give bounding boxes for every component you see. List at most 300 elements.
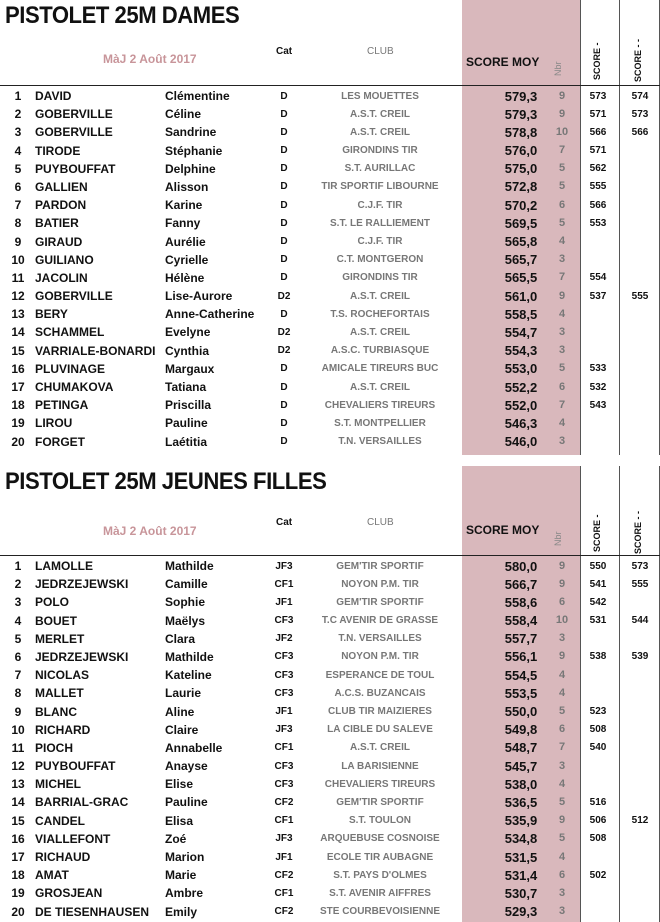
rank-cell: 2 <box>14 577 22 592</box>
category-cell: D <box>280 399 288 411</box>
score2-cell: 555 <box>631 290 649 302</box>
club-cell: A.S.T. CREIL <box>349 326 410 338</box>
club-cell: GIRONDINS TIR <box>342 272 418 284</box>
rank-cell: 4 <box>14 143 22 158</box>
score1-cell: 508 <box>589 833 607 845</box>
club-cell: C.T. MONTGERON <box>336 254 424 266</box>
rank-cell: 13 <box>11 777 25 792</box>
table-row <box>0 630 660 648</box>
score-moy-cell: 566,7 <box>504 576 538 592</box>
club-cell: ARQUEBUSE COSNOISE <box>320 833 440 845</box>
last-name-cell: MERLET <box>35 631 85 646</box>
score-moy-header: SCORE MOY <box>466 523 540 537</box>
rank-cell: 3 <box>14 125 22 140</box>
cat-header: Cat <box>276 517 293 528</box>
club-cell: T.S. ROCHEFORTAIS <box>330 308 430 320</box>
score1-cell: 550 <box>589 560 607 572</box>
category-cell: CF1 <box>274 815 294 827</box>
first-name-cell: Sandrine <box>165 125 217 140</box>
score1-cell: 571 <box>589 145 607 157</box>
score1-cell: 541 <box>589 578 607 590</box>
rank-cell: 7 <box>14 668 22 683</box>
score1-cell: 537 <box>589 290 607 302</box>
first-name-cell: Lise-Aurore <box>165 289 233 304</box>
category-cell: D2 <box>277 326 291 338</box>
table-row <box>0 612 660 630</box>
score-moy-cell: 535,9 <box>504 813 538 829</box>
nbr-cell: 4 <box>558 307 566 320</box>
score1-cell: 553 <box>589 217 607 229</box>
club-cell: GIRONDINS TIR <box>342 145 418 157</box>
nbr-cell: 6 <box>558 595 566 608</box>
first-name-cell: Clémentine <box>165 89 230 103</box>
nbr-cell: 3 <box>558 759 566 772</box>
score-moy-cell: 558,4 <box>504 613 538 629</box>
nbr-cell: 7 <box>558 398 566 411</box>
score1-cell: 555 <box>589 181 607 193</box>
last-name-cell: DAVID <box>35 89 72 103</box>
rank-cell: 20 <box>11 434 25 449</box>
last-name-cell: JEDRZEJEWSKI <box>35 577 129 592</box>
club-cell: S.T. AVENIR AIFFRES <box>329 887 431 899</box>
first-name-cell: Pauline <box>165 795 208 810</box>
table-row <box>0 593 660 611</box>
category-cell: D <box>280 145 288 157</box>
first-name-cell: Pauline <box>165 416 208 431</box>
club-cell: S.T. AURILLAC <box>344 163 416 175</box>
club-cell: NOYON P.M. TIR <box>341 578 419 590</box>
rank-cell: 8 <box>14 216 22 231</box>
first-name-cell: Cynthia <box>165 343 210 358</box>
first-name-cell: Elisa <box>165 813 194 828</box>
nbr-cell: 3 <box>558 253 566 266</box>
club-cell: GEM'TIR SPORTIF <box>336 596 424 608</box>
club-cell: GEM'TIR SPORTIF <box>336 796 424 808</box>
club-cell: ESPERANCE DE TOUL <box>325 669 435 681</box>
club-cell: A.S.T. CREIL <box>349 742 410 754</box>
nbr-cell: 3 <box>558 435 566 448</box>
table-row <box>0 342 660 360</box>
score-moy-cell: 576,0 <box>504 143 538 159</box>
category-cell: CF3 <box>274 687 294 699</box>
score1-cell: 531 <box>589 615 607 627</box>
last-name-cell: BARRIAL-GRAC <box>35 795 129 810</box>
table-row <box>0 123 660 141</box>
first-name-cell: Aline <box>165 704 195 719</box>
score-moy-cell: 558,6 <box>504 594 538 610</box>
score-moy-cell: 548,7 <box>504 740 538 756</box>
last-name-cell: POLO <box>35 595 70 610</box>
score-moy-cell: 531,4 <box>504 867 538 883</box>
category-cell: D <box>280 181 288 193</box>
category-cell: D <box>280 436 288 448</box>
score-moy-cell: 529,3 <box>504 904 538 920</box>
score-moy-cell: 550,0 <box>504 704 538 719</box>
rank-cell: 11 <box>11 270 25 285</box>
score1-cell: 508 <box>589 724 607 736</box>
nbr-cell: 6 <box>558 868 566 881</box>
score-moy-cell: 570,2 <box>504 197 538 213</box>
score2-cell: 539 <box>631 651 649 663</box>
nbr-cell: 3 <box>558 632 566 645</box>
score-moy-cell: 534,8 <box>504 831 538 847</box>
nbr-cell: 5 <box>558 180 566 193</box>
results-table <box>0 557 660 921</box>
club-cell: AMICALE TIREURS BUC <box>321 363 439 375</box>
nbr-cell: 9 <box>558 577 566 590</box>
table-row <box>0 360 660 378</box>
section-jeunes-filles <box>0 466 660 922</box>
score2-header: SCORE - - <box>633 510 643 554</box>
last-name-cell: GOBERVILLE <box>35 289 113 304</box>
score-moy-cell: 565,8 <box>504 234 538 249</box>
category-cell: JF1 <box>275 706 293 717</box>
header-separator <box>0 555 660 556</box>
category-cell: D <box>280 163 288 175</box>
score-moy-cell: 554,3 <box>504 343 538 359</box>
score1-cell: 543 <box>589 399 607 411</box>
first-name-cell: Evelyne <box>165 325 211 340</box>
nbr-cell: 5 <box>558 705 566 717</box>
score2-cell: 544 <box>631 615 649 627</box>
table-row <box>0 105 660 123</box>
nbr-cell: 4 <box>558 777 566 790</box>
first-name-cell: Claire <box>165 722 199 737</box>
score-moy-cell: 558,5 <box>504 306 538 322</box>
last-name-cell: LAMOLLE <box>35 559 93 573</box>
category-cell: CF2 <box>274 796 294 808</box>
score-moy-cell: 579,3 <box>504 106 538 122</box>
last-name-cell: PARDON <box>35 198 87 213</box>
first-name-cell: Mathilde <box>165 559 214 573</box>
category-cell: CF2 <box>274 869 294 881</box>
club-cell: LES MOUETTES <box>341 90 419 102</box>
table-row <box>0 269 660 287</box>
rank-cell: 9 <box>14 234 22 249</box>
last-name-cell: GOBERVILLE <box>35 125 113 140</box>
rank-cell: 16 <box>11 361 25 376</box>
score-moy-cell: 565,7 <box>504 252 538 268</box>
table-row <box>0 196 660 214</box>
table-row <box>0 214 660 232</box>
rank-cell: 10 <box>11 252 25 267</box>
nbr-cell: 9 <box>558 559 566 572</box>
rank-cell: 11 <box>11 740 25 755</box>
first-name-cell: Ambre <box>165 886 204 901</box>
first-name-cell: Marie <box>165 868 197 883</box>
table-row <box>0 703 660 721</box>
category-cell: D <box>280 90 288 102</box>
nbr-cell: 7 <box>558 741 566 754</box>
last-name-cell: TIRODE <box>35 143 81 158</box>
rank-cell: 2 <box>14 107 22 122</box>
nbr-cell: 3 <box>558 325 566 338</box>
first-name-cell: Zoé <box>165 831 187 846</box>
rank-cell: 12 <box>11 759 25 774</box>
section-title: PISTOLET 25M DAMES <box>5 2 240 29</box>
last-name-cell: LIROU <box>35 416 73 431</box>
score2-cell: 555 <box>631 578 649 590</box>
rank-cell: 5 <box>14 631 22 646</box>
table-row <box>0 378 660 396</box>
category-cell: CF1 <box>274 578 294 590</box>
nbr-cell: 4 <box>558 235 566 247</box>
rank-cell: 7 <box>14 198 22 213</box>
rank-cell: 5 <box>14 161 22 176</box>
score1-cell: 542 <box>589 596 607 608</box>
nbr-cell: 9 <box>558 650 566 663</box>
rank-cell: 15 <box>11 343 25 358</box>
table-row <box>0 178 660 196</box>
club-header: CLUB <box>367 46 394 57</box>
category-cell: CF2 <box>274 906 294 918</box>
table-row <box>0 739 660 757</box>
nbr-cell: 7 <box>558 144 566 157</box>
rank-cell: 14 <box>11 325 25 340</box>
first-name-cell: Anne-Catherine <box>165 307 255 322</box>
nbr-cell: 3 <box>558 905 566 918</box>
first-name-cell: Maëlys <box>165 613 206 628</box>
first-name-cell: Cyrielle <box>165 252 209 267</box>
rank-cell: 1 <box>14 89 22 103</box>
club-cell: S.T. LE RALLIEMENT <box>330 217 430 229</box>
score-moy-cell: 531,5 <box>504 849 538 865</box>
rank-cell: 6 <box>14 649 22 664</box>
category-cell: JF2 <box>275 633 293 645</box>
first-name-cell: Clara <box>165 631 196 646</box>
table-row <box>0 648 660 666</box>
rank-cell: 18 <box>11 868 25 883</box>
last-name-cell: VIALLEFONT <box>35 831 111 846</box>
score-moy-cell: 546,3 <box>504 415 538 431</box>
update-date: MàJ 2 Août 2017 <box>103 52 197 66</box>
category-cell: D <box>280 272 288 284</box>
category-cell: JF1 <box>275 851 293 863</box>
nbr-header: Nbr <box>553 61 563 76</box>
club-cell: C.J.F. TIR <box>357 199 403 211</box>
club-cell: LA BARISIENNE <box>341 760 419 772</box>
score1-cell: 566 <box>589 126 607 138</box>
rank-cell: 13 <box>11 307 25 322</box>
nbr-cell: 10 <box>555 125 569 138</box>
category-cell: CF3 <box>274 615 294 627</box>
category-cell: JF1 <box>275 596 293 608</box>
category-cell: D <box>280 308 288 320</box>
score-moy-cell: 579,3 <box>504 88 538 104</box>
results-table <box>0 87 660 451</box>
nbr-cell: 9 <box>558 289 566 302</box>
category-cell: D <box>280 236 288 247</box>
nbr-cell: 5 <box>558 216 566 229</box>
nbr-cell: 6 <box>558 380 566 393</box>
club-cell: ECOLE TIR AUBAGNE <box>326 851 434 863</box>
score2-cell: 512 <box>631 815 649 827</box>
table-row <box>0 433 660 451</box>
score1-cell: 523 <box>589 706 607 717</box>
last-name-cell: CANDEL <box>35 813 85 828</box>
category-cell: JF3 <box>275 560 293 572</box>
rank-cell: 14 <box>11 795 25 810</box>
last-name-cell: BLANC <box>35 704 77 719</box>
rank-cell: 8 <box>14 686 22 701</box>
score-moy-cell: 536,5 <box>504 794 538 810</box>
first-name-cell: Elise <box>165 777 194 792</box>
category-cell: D <box>280 199 288 211</box>
last-name-cell: PLUVINAGE <box>35 361 106 376</box>
table-row <box>0 684 660 702</box>
last-name-cell: GALLIEN <box>35 179 88 194</box>
first-name-cell: Alisson <box>165 179 209 194</box>
category-cell: CF3 <box>274 778 294 790</box>
category-cell: D <box>280 126 288 138</box>
score-moy-cell: 575,0 <box>504 161 538 177</box>
score-moy-cell: 553,0 <box>504 361 538 377</box>
score1-header: SCORE - <box>592 514 602 552</box>
nbr-cell: 6 <box>558 723 566 736</box>
category-cell: D <box>280 254 288 266</box>
category-cell: D <box>280 381 288 393</box>
nbr-cell: 6 <box>558 198 566 211</box>
table-row <box>0 812 660 830</box>
last-name-cell: GIRAUD <box>35 234 83 249</box>
score-moy-cell: 556,1 <box>504 649 538 665</box>
rank-cell: 15 <box>11 813 25 828</box>
score-moy-cell: 530,7 <box>504 885 538 901</box>
first-name-cell: Laétitia <box>165 434 208 449</box>
club-cell: A.S.C. TURBIASQUE <box>330 345 430 357</box>
first-name-cell: Mathilde <box>165 649 214 664</box>
last-name-cell: BATIER <box>35 216 79 231</box>
last-name-cell: PUYBOUFFAT <box>35 161 116 176</box>
rank-cell: 17 <box>11 380 25 394</box>
first-name-cell: Marion <box>165 850 205 864</box>
table-row <box>0 160 660 178</box>
first-name-cell: Karine <box>165 198 203 213</box>
score-moy-cell: 552,0 <box>504 397 538 413</box>
table-row <box>0 666 660 684</box>
first-name-cell: Delphine <box>165 161 216 176</box>
category-cell: CF1 <box>274 887 294 899</box>
score-moy-cell: 552,2 <box>504 379 538 395</box>
update-date: MàJ 2 Août 2017 <box>103 524 197 538</box>
score-moy-cell: 554,5 <box>504 667 538 683</box>
category-cell: D2 <box>277 290 291 302</box>
rank-cell: 19 <box>11 886 25 901</box>
score-moy-cell: 554,7 <box>504 324 538 340</box>
last-name-cell: FORGET <box>35 434 85 449</box>
club-cell: C.J.F. TIR <box>357 236 403 247</box>
score1-cell: 533 <box>589 363 607 375</box>
table-row <box>0 775 660 793</box>
first-name-cell: Priscilla <box>165 398 212 413</box>
rank-cell: 20 <box>11 904 25 919</box>
club-cell: T.N. VERSAILLES <box>338 633 422 645</box>
first-name-cell: Céline <box>165 107 202 122</box>
table-row <box>0 557 660 575</box>
table-row <box>0 323 660 341</box>
club-cell: CHEVALIERS TIREURS <box>324 778 436 790</box>
last-name-cell: PIOCH <box>35 740 74 755</box>
club-cell: LA CIBLE DU SALEVE <box>327 724 433 736</box>
club-cell: CLUB TIR MAIZIERES <box>328 706 432 717</box>
score-moy-cell: 569,5 <box>504 215 538 231</box>
header-separator <box>0 85 660 86</box>
table-row <box>0 903 660 921</box>
nbr-cell: 9 <box>558 814 566 827</box>
rank-cell: 6 <box>14 179 22 194</box>
category-cell: JF3 <box>275 833 293 845</box>
category-cell: D <box>280 108 288 120</box>
table-row <box>0 414 660 432</box>
score-moy-cell: 538,0 <box>504 776 538 792</box>
club-cell: TIR SPORTIF LIBOURNE <box>321 181 439 193</box>
score-moy-cell: 545,7 <box>504 758 538 774</box>
last-name-cell: RICHAUD <box>35 850 91 864</box>
nbr-cell: 5 <box>558 362 566 375</box>
nbr-cell: 10 <box>555 614 569 627</box>
score-moy-cell: 553,5 <box>504 685 538 701</box>
last-name-cell: JEDRZEJEWSKI <box>35 649 129 664</box>
club-cell: T.C AVENIR DE GRASSE <box>321 615 439 627</box>
nbr-cell: 3 <box>558 886 566 899</box>
club-cell: NOYON P.M. TIR <box>341 651 419 663</box>
score2-cell: 566 <box>631 126 649 138</box>
club-cell: CHEVALIERS TIREURS <box>324 399 436 411</box>
rank-cell: 19 <box>11 416 25 431</box>
rank-cell: 16 <box>11 831 25 846</box>
section-dames <box>0 0 660 455</box>
score1-cell: 538 <box>589 651 607 663</box>
club-cell: STE COURBEVOISIENNE <box>319 906 441 918</box>
first-name-cell: Annabelle <box>165 740 223 755</box>
last-name-cell: VARRIALE-BONARDI <box>35 343 156 358</box>
score1-cell: 566 <box>589 199 607 211</box>
table-row <box>0 575 660 593</box>
table-row <box>0 142 660 160</box>
rank-cell: 18 <box>11 398 25 413</box>
last-name-cell: GROSJEAN <box>35 886 103 901</box>
club-cell: A.C.S. BUZANCAIS <box>334 687 426 699</box>
score1-cell: 554 <box>589 272 607 284</box>
rank-cell: 3 <box>14 595 22 610</box>
nbr-cell: 7 <box>558 271 566 284</box>
rank-cell: 10 <box>11 722 25 737</box>
score-moy-cell: 572,8 <box>504 179 538 195</box>
category-cell: D2 <box>277 345 291 357</box>
last-name-cell: AMAT <box>35 868 69 883</box>
table-row <box>0 757 660 775</box>
category-cell: D <box>280 363 288 375</box>
table-row <box>0 866 660 884</box>
category-cell: JF3 <box>275 724 293 736</box>
club-cell: A.S.T. CREIL <box>349 126 410 138</box>
last-name-cell: GOBERVILLE <box>35 107 113 122</box>
score2-cell: 573 <box>631 108 649 120</box>
score1-cell: 532 <box>589 381 607 393</box>
score-moy-cell: 549,8 <box>504 722 538 738</box>
first-name-cell: Margaux <box>165 361 215 376</box>
score2-header: SCORE - - <box>633 38 643 82</box>
cat-header: Cat <box>276 46 293 57</box>
last-name-cell: BOUET <box>35 613 77 628</box>
table-row <box>0 721 660 739</box>
first-name-cell: Stéphanie <box>165 143 223 158</box>
club-cell: S.T. PAYS D'OLMES <box>333 869 427 881</box>
score-moy-cell: 546,0 <box>504 434 538 450</box>
category-cell: CF3 <box>274 760 294 772</box>
score1-cell: 540 <box>589 742 607 754</box>
first-name-cell: Anayse <box>165 759 208 774</box>
